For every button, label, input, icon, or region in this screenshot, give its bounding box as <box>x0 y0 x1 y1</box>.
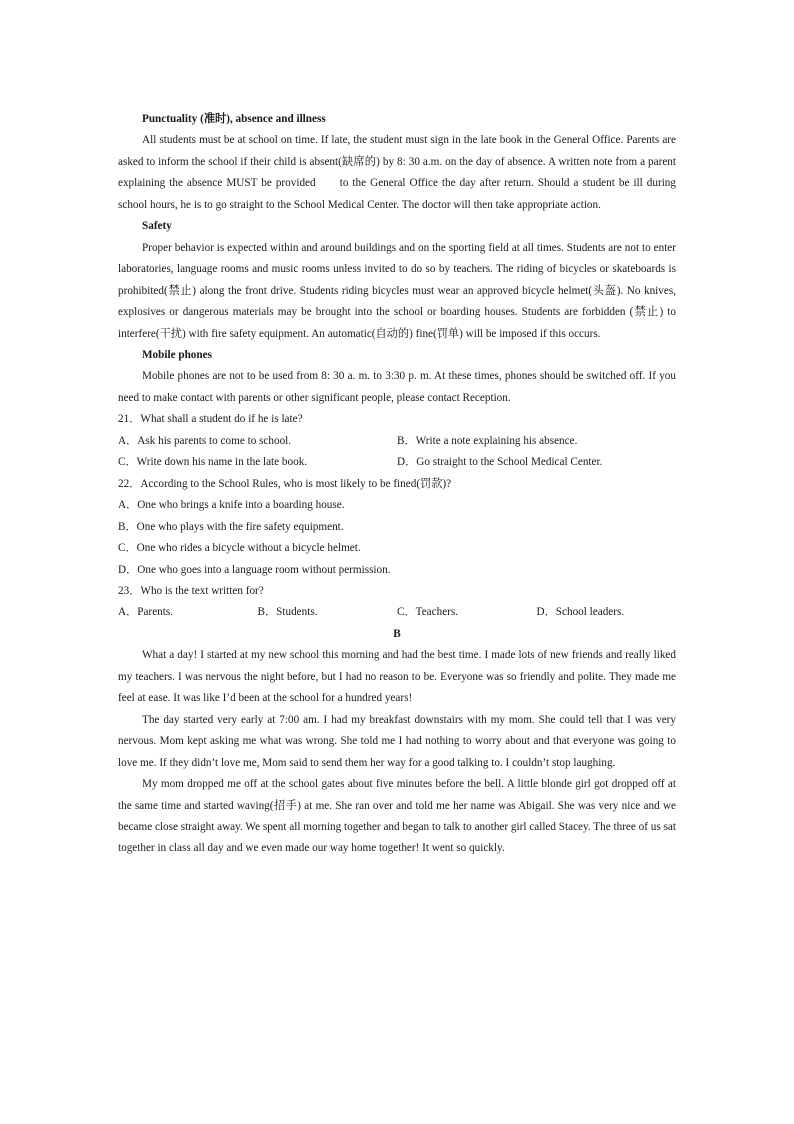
option-text: Go straight to the School Medical Center. <box>416 456 603 469</box>
question-21-options-row-1 <box>118 431 676 452</box>
question-21-options-row-2 <box>118 452 676 473</box>
option-text: Teachers. <box>415 606 459 619</box>
question-text: According to the School Rules, who is most likely to be fined(罚款)? <box>140 477 452 490</box>
option-text: One who plays with the fire safety equipment. <box>136 520 344 533</box>
paragraph-mobile-phones: Mobile phones are not to be used from 8: 30 a. m. to 3:30 p. m. At these times, phones should be switched off. If you need to make contact with parents or other significant people, please contact Reception. <box>118 370 676 404</box>
option-label: C． <box>397 606 416 619</box>
option-label: B． <box>118 520 137 533</box>
option-text: Ask his parents to come to school. <box>137 434 292 447</box>
option-text: One who brings a knife into a boarding house. <box>137 499 345 512</box>
option-d[interactable] <box>118 560 676 581</box>
question-text: What shall a student do if he is late? <box>140 413 303 426</box>
option-text: One who goes into a language room without permission. <box>137 563 391 576</box>
question-21 <box>118 409 676 430</box>
option-c[interactable] <box>397 602 537 623</box>
option-label: D． <box>397 456 417 469</box>
option-text: Write a note explaining his absence. <box>415 434 578 447</box>
option-text: Students. <box>276 606 318 619</box>
passage-b-paragraph-3: My mom dropped me off at the school gates about five minutes before the bell. A little blonde girl got dropped off at the same time and started waving(招手) at me. She ran over and told me her name was Abigail. She was very nice and we became close straight away. We spent all morning together and began to talk to another girl called Stacey. The three of us sat together in class all day and we even made our way home together! It went so quickly. <box>118 778 676 855</box>
option-label: A． <box>118 606 138 619</box>
question-number: 21． <box>118 413 141 426</box>
section-heading-safety: Safety <box>142 220 172 233</box>
question-number: 22． <box>118 477 141 490</box>
option-text: Parents. <box>137 606 174 619</box>
option-b[interactable] <box>118 517 676 538</box>
option-label: B． <box>397 434 416 447</box>
question-text: Who is the text written for? <box>140 584 264 597</box>
option-c[interactable] <box>118 538 676 559</box>
question-number: 23． <box>118 584 141 597</box>
option-label: B． <box>257 606 277 619</box>
option-c[interactable] <box>118 452 397 473</box>
option-text: One who rides a bicycle without a bicycle helmet. <box>136 542 361 555</box>
paragraph-punctuality: All students must be at school on time. If late, the student must sign in the late book in the General Office. Parents are asked to inform the school if their child is absent(缺席的) by 8: 30 a.m. on the day of absence. A written note from a parent explaining the absence MUST be provided to the General Office the day after return. Should a student be ill during school hours, he is to go straight to the School Medical Center. The doctor will then take appropriate action. <box>118 134 679 211</box>
option-label: A． <box>118 434 138 447</box>
option-d[interactable] <box>397 452 676 473</box>
option-label: A． <box>118 499 138 512</box>
option-a[interactable] <box>118 431 397 452</box>
question-22 <box>118 474 676 495</box>
section-heading-punctuality: Punctuality (准时), absence and illness <box>142 113 326 125</box>
option-text: Write down his name in the late book. <box>136 456 308 469</box>
option-label: D． <box>536 606 556 619</box>
passage-b-heading: B <box>393 627 401 640</box>
option-b[interactable] <box>258 602 398 623</box>
paragraph-safety: Proper behavior is expected within and around buildings and on the sporting field at all times. Students are not to enter laboratories, language rooms and music rooms unless invited to do so by teachers. The riding of bicycles or skateboards is prohibited(禁止) along the front drive. Students riding bicycles must wear an approved bicycle helmet(头盔). No knives, explosives or dangerous materials may be brought into the school or boarding houses. Students are forbidden (禁止) to interfere(干扰) with fire safety equipment. An automatic(自动的) fine(罚单) will be imposed if this occurs. <box>118 241 676 340</box>
question-23 <box>118 581 676 602</box>
option-label: D． <box>118 563 138 576</box>
option-b[interactable] <box>397 431 676 452</box>
section-heading-mobile-phones: Mobile phones <box>142 348 212 361</box>
option-a[interactable] <box>118 495 676 516</box>
passage-b-paragraph-2: The day started very early at 7:00 am. I had my breakfast downstairs with my mom. She could tell that I was very nervous. Mom kept asking me what was wrong. She told me I had nothing to worry about and that everyone was going to love me. If they didn’t love me, Mom said to send them her way for a good talking to. I couldn’t stop laughing. <box>118 713 676 769</box>
passage-b-paragraph-1: What a day! I started at my new school this morning and had the best time. I made lots of new friends and really liked my teachers. I was nervous the night before, but I had no reason to be. Everyone was so friendly and polite. They made me feel at ease. It was like I’d been at the school for a hundred years! <box>118 649 676 705</box>
question-23-options <box>118 602 676 623</box>
document-page <box>118 109 679 860</box>
option-label: C． <box>118 456 137 469</box>
option-label: C． <box>118 542 137 555</box>
option-a[interactable] <box>118 602 258 623</box>
option-text: School leaders. <box>555 606 625 619</box>
option-d[interactable] <box>537 602 677 623</box>
